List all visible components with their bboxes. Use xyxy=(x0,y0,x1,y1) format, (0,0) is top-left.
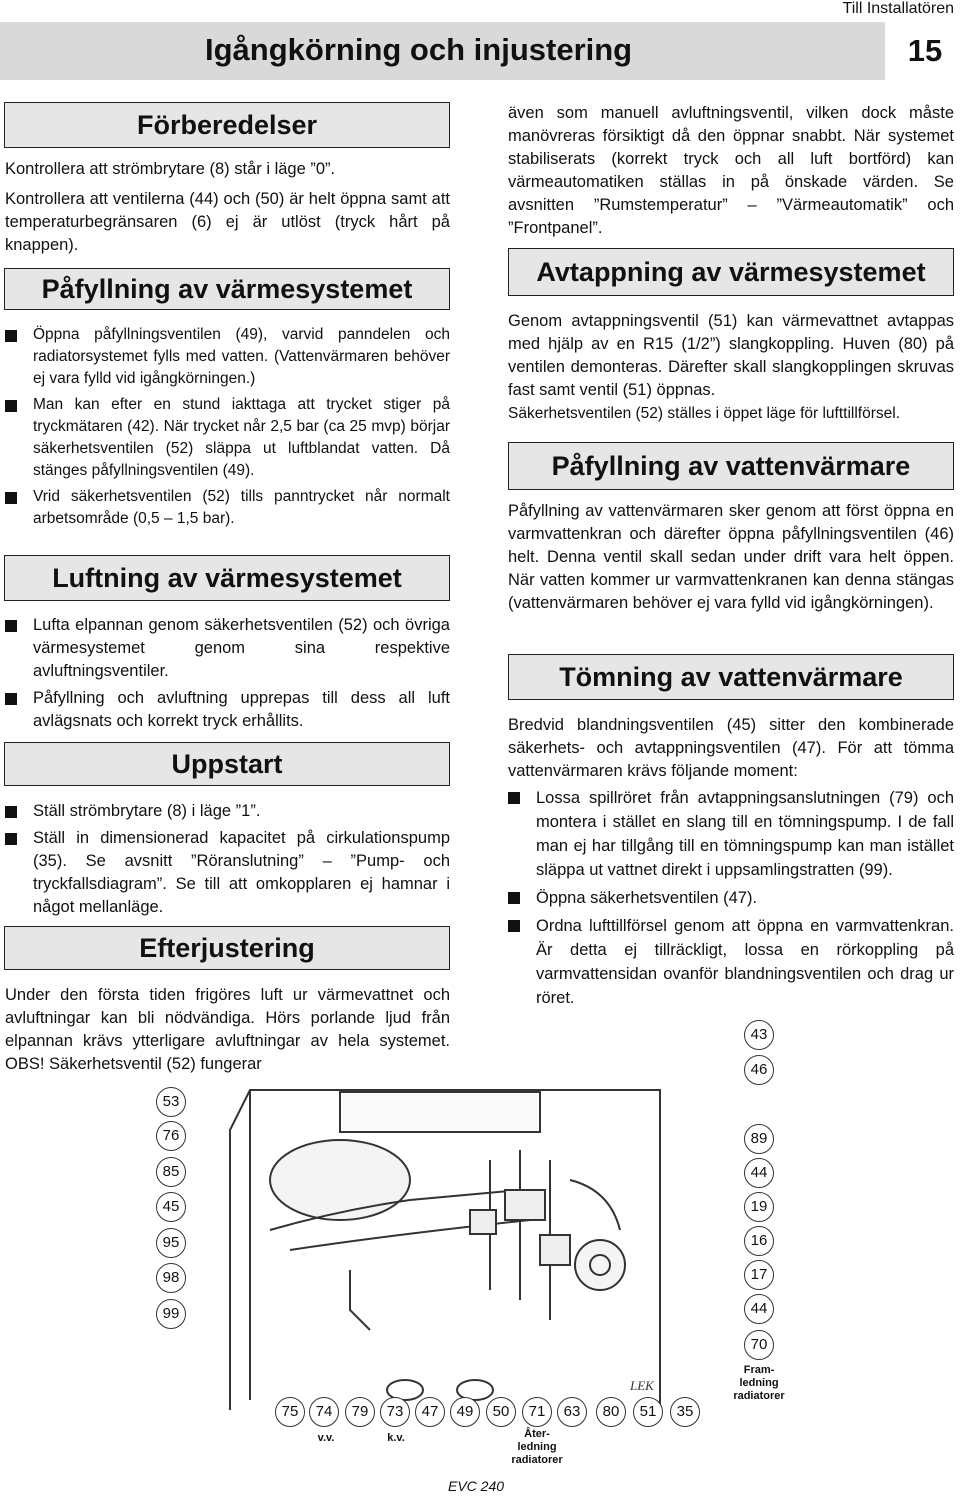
callout-19: 19 xyxy=(744,1192,774,1222)
heading-efterjustering: Efterjustering xyxy=(4,926,450,970)
bullet-icon xyxy=(5,492,17,504)
callout-76: 76 xyxy=(156,1121,186,1151)
avtappning-p1: Genom avtappningsventil (51) kan värmevattnet avtappas med hjälp av en R15 (1/2”) slangkoppling. Huven (80) på ventilen demonteras. Därefter skall slangkopplingen skruvas fast samt ventil (51) öppnas. xyxy=(508,312,954,399)
list-item: Man kan efter en stund iakttaga att trycket stiger på tryckmätaren (42). När trycket når 2,5 bar (ca 25 mvp) börjar säkerhetsventilen (52) släppa ut luftblandat vatten. Då stänges påfyllningsventilen (49). xyxy=(5,394,450,482)
label-vv: v.v. xyxy=(317,1432,335,1444)
heading-vattenvarmare: Påfyllning av vattenvärmare xyxy=(508,442,954,490)
bullet-icon xyxy=(5,330,17,342)
list-item: Ställ strömbrytare (8) i läge ”1”. xyxy=(5,800,450,823)
tomning-list xyxy=(508,786,954,1014)
bullet-icon xyxy=(5,620,17,632)
heading-uppstart: Uppstart xyxy=(4,742,450,786)
luftning-list xyxy=(5,614,450,737)
callout-70: 70 xyxy=(744,1330,774,1360)
callout-53: 53 xyxy=(156,1087,186,1117)
callout-71: 71 xyxy=(522,1397,552,1427)
callout-73: 73 xyxy=(380,1397,410,1427)
pafyllning-list xyxy=(5,324,450,534)
callout-85: 85 xyxy=(156,1157,186,1187)
bullet-icon xyxy=(5,806,17,818)
heading-forberedelser: Förberedelser xyxy=(4,102,450,148)
heading-pafyllning: Påfyllning av värmesystemet xyxy=(4,268,450,310)
page-number: 15 xyxy=(907,33,943,68)
callout-49: 49 xyxy=(450,1397,480,1427)
efterjustering-p: Under den första tiden frigöres luft ur värmevattnet och avluftningar kan bli nödvändiga. Hörs porlande ljud från elpannan krävs ytterligare avluftningar av hela systemet. OBS! Säkerhetsventil (52) fungerar xyxy=(5,986,450,1073)
brand-label: LEK xyxy=(630,1378,654,1393)
list-item: Öppna påfyllningsventilen (49), varvid panndelen och radiatorsystemet fylls med vatten. (Vattenvärmaren behöver ej vara fylld vid igångkörningen.) xyxy=(5,324,450,390)
callout-89: 89 xyxy=(744,1124,774,1154)
avtappning-p2: Säkerhetsventilen (52) ställes i öppet läge för lufttillförsel. xyxy=(508,405,901,422)
callout-75: 75 xyxy=(275,1397,305,1427)
right-continuation: även som manuell avluftningsventil, vilken dock måste manövreras försiktigt då den öppnar snabbt. När systemet stabiliserats (korrekt tryck och all luft bortförd) kan värmeautomatiken ställas in på önskade värden. Se avsnitten ”Rumstemperatur” – ”Värmeautomatik” och ”Frontpanel”. xyxy=(508,104,954,237)
list-item: Lossa spillröret från avtappningsanslutningen (79) och montera i stället en slang till en tömningspump. I de fall man ej har tillgång till en tömningspump kan man istället släppa ut vattnet direkt i uppsamlingstratten (99). xyxy=(508,786,954,882)
callout-35: 35 xyxy=(670,1397,700,1427)
bullet-icon xyxy=(508,920,520,932)
list-item: Öppna säkerhetsventilen (47). xyxy=(508,886,954,910)
callout-16: 16 xyxy=(744,1226,774,1256)
heading-avtappning: Avtappning av värmesystemet xyxy=(508,248,954,296)
heading-tomning: Tömning av vattenvärmare xyxy=(508,654,954,700)
section-label: Till Installatören xyxy=(842,0,954,17)
list-item: Ställ in dimensionerad kapacitet på cirkulationspump (35). Se avsnitt ”Röranslutning” – ”Pump- och tryckfallsdiagram”. Se till att omkopplaren ej hamnar i något mellanläge. xyxy=(5,827,450,919)
callout-50: 50 xyxy=(486,1397,516,1427)
label-framledning: Fram- ledning radiatorer xyxy=(733,1364,785,1402)
bullet-icon xyxy=(5,693,17,705)
header-bar xyxy=(0,22,885,80)
callout-17: 17 xyxy=(744,1260,774,1290)
callout-74: 74 xyxy=(309,1397,339,1427)
bullet-icon xyxy=(5,400,17,412)
forberedelser-p1: Kontrollera att strömbrytare (8) står i läge ”0”. xyxy=(5,160,336,178)
label-kv: k.v. xyxy=(387,1432,405,1444)
callout-45: 45 xyxy=(156,1192,186,1222)
heading-luftning: Luftning av värmesystemet xyxy=(4,555,450,601)
callout-51: 51 xyxy=(633,1397,663,1427)
boiler-diagram xyxy=(190,1040,750,1420)
bullet-icon xyxy=(5,833,17,845)
vattenvarmare-p: Påfyllning av vattenvärmaren sker genom att först öppna en varmvattenkran och därefter öppna påfyllningsventilen (46) helt. Denna ventil skall sedan under drift vara helt öppen. När vatten kommer ur varmvattenkranen kan denna stängas (vattenvärmaren behöver ej vara fylld vid igångkörningen). xyxy=(508,502,954,612)
forberedelser-p2: Kontrollera att ventilerna (44) och (50) är helt öppna samt att temperaturbegränsaren (6) ej är utlöst (tryck hårt på knappen). xyxy=(5,190,450,254)
uppstart-list xyxy=(5,800,450,923)
list-item: Ordna lufttillförsel genom att öppna en varmvattenkran. Är detta ej tillräckligt, lossa en rörkoppling på varmvattensidan ovanför blandningsventilen och drag ur röret. xyxy=(508,914,954,1010)
label-aterledning: Åter- ledning radiatorer xyxy=(511,1428,563,1466)
list-item: Lufta elpannan genom säkerhetsventilen (52) och övriga värmesystemet genom sina respektive avluftningsventiler. xyxy=(5,614,450,683)
callout-80: 80 xyxy=(596,1397,626,1427)
list-item: Påfyllning och avluftning upprepas till dess all luft avlägsnats och korrekt tryck erhållits. xyxy=(5,687,450,733)
callout-98: 98 xyxy=(156,1263,186,1293)
page-header xyxy=(0,22,960,80)
page-title: Igångkörning och injustering xyxy=(205,32,633,67)
bullet-icon xyxy=(508,792,520,804)
list-item: Vrid säkerhetsventilen (52) tills panntrycket når normalt arbetsområde (0,5 – 1,5 bar). xyxy=(5,486,450,530)
callout-44: 44 xyxy=(744,1158,774,1188)
callout-47: 47 xyxy=(415,1397,445,1427)
callout-44b: 44 xyxy=(744,1294,774,1324)
tomning-p: Bredvid blandningsventilen (45) sitter den kombinerade säkerhets- och avtappningsventilen (47). För att tömma vattenvärmaren krävs följande moment: xyxy=(508,716,954,780)
callout-46: 46 xyxy=(744,1055,774,1085)
footer-model: EVC 240 xyxy=(448,1478,505,1494)
callout-95: 95 xyxy=(156,1228,186,1258)
callout-99: 99 xyxy=(156,1299,186,1329)
callout-63: 63 xyxy=(557,1397,587,1427)
callout-43: 43 xyxy=(744,1020,774,1050)
bullet-icon xyxy=(508,892,520,904)
callout-79: 79 xyxy=(345,1397,375,1427)
